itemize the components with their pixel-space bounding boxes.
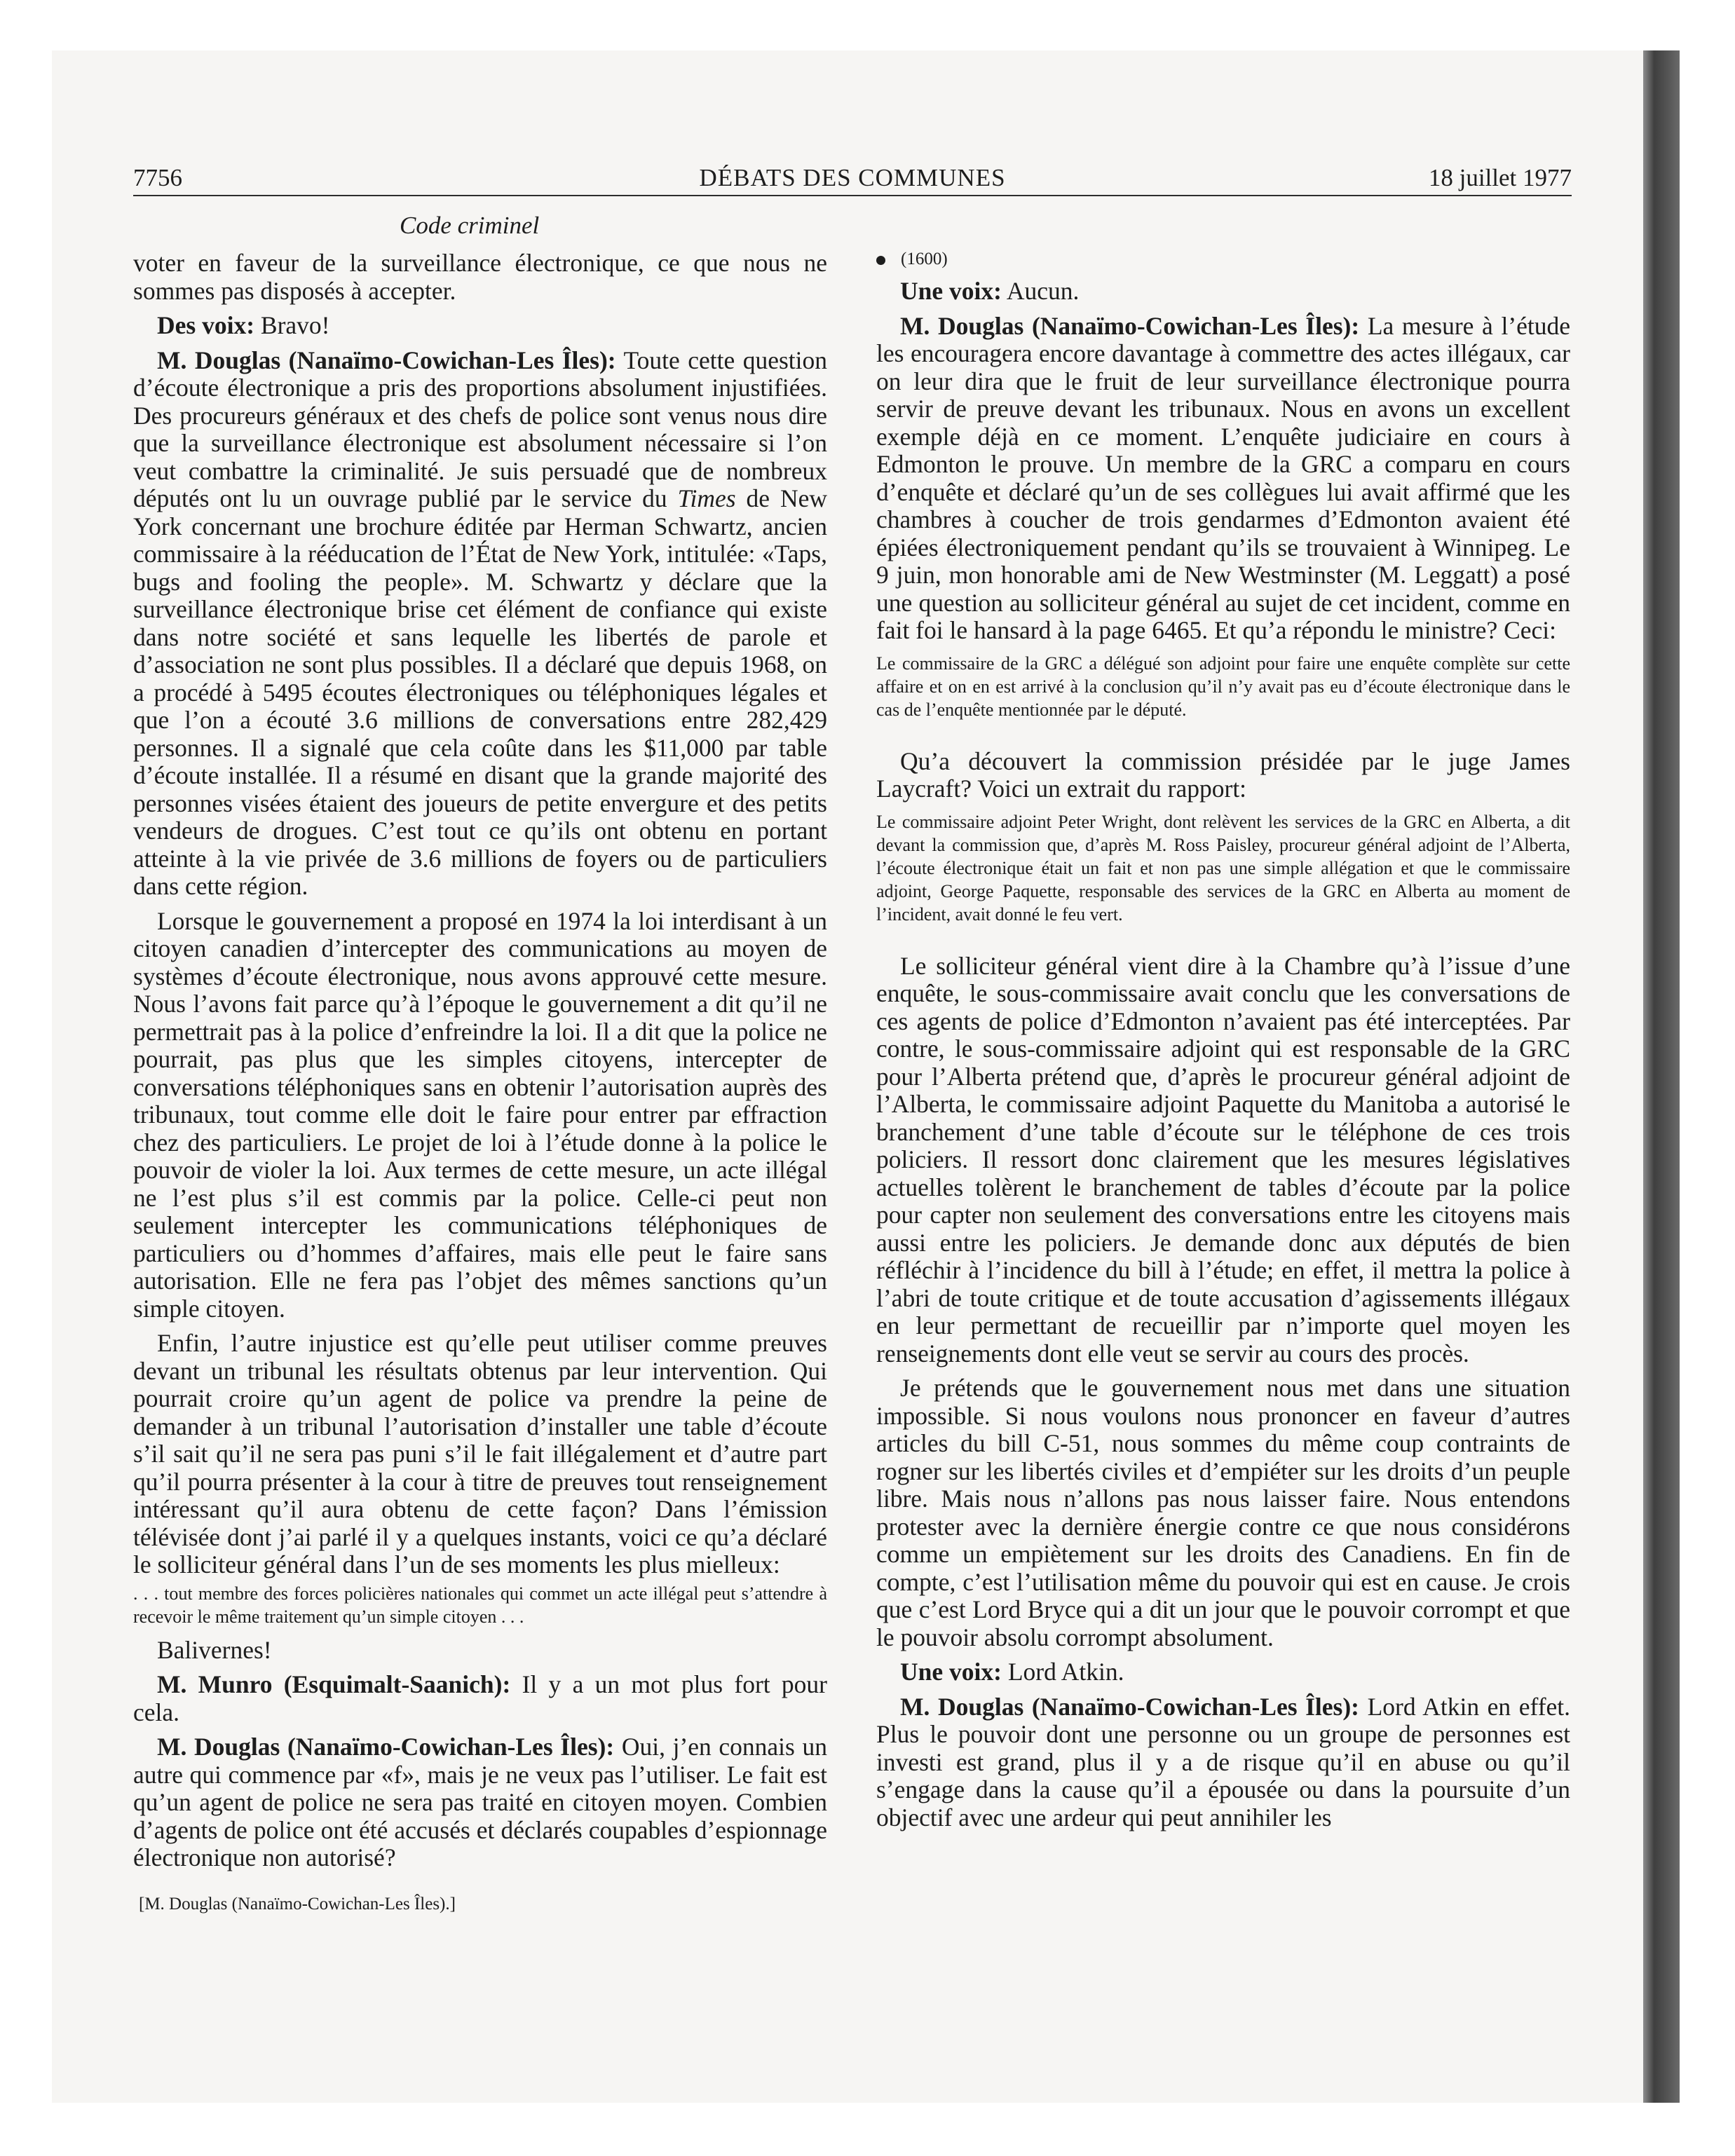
- speech: M. Douglas (Nanaïmo-Cowichan-Les Îles): La mesure à l’étude les encouragera encore davantage à commettre des actes illégaux, car on leur dira que le fruit de leur surveillance électronique pourra servir de preuve devant les tribunaux. Nous en avons un excellent exemple déjà en ce moment. L’enquête judiciaire en cours à Edmonton le prouve. Un membre de la GRC a comparu en cours d’enquête et déclaré qu’un de ses collègues lui avait affirmé que les chambres à coucher de trois gendarmes d’Edmonton avaient été épiées électroniquement pendant qu’ils se trouvaient à Winnipeg. Le 9 juin, mon honorable ami de New Westminster (M. Leggatt) a posé une question au solliciteur général au sujet de cet incident, comme en fait foi le hansard à la page 6465. Et qu’a répondu le ministre? Ceci:: [876, 311, 1570, 644]
- speech: M. Douglas (Nanaïmo-Cowichan-Les Îles): Toute cette question d’écoute électronique a pris des proportions absolument injustifiées. Des procureurs généraux et des chefs de police sont venus nous dire que la surveillance électronique est absolument nécessaire si l’on veut combattre la criminalité. Je suis persuadé que de nombreux députés ont lu un ouvrage publié par le service du Times de New York concernant une brochure éditée par Herman Schwartz, ancien commissaire à la rééducation de l’État de New York, intitulée: «Taps, bugs and fooling the people». M. Schwartz y déclare que la surveillance électronique brise cet élément de confiance qui existe dans notre société et sans lequelle les libertés de parole et d’association ne sont plus possibles. Il a déclaré que depuis 1968, on a procédé à 5495 écoutes électroniques ou téléphoniques légales et que l’on a écouté 3.6 millions de conversations entre 282,429 personnes. Il a signalé que cela coûte dans les $11,000 par table d’écoute installée. Il a résumé en disant que la grande majorité des personnes visées étaient des joueurs de petite envergure et des petits vendeurs de drogues. C’est tout ce qu’ils ont obtenu en portant atteinte à la vie privée de 3.6 millions de foyers ou de particuliers dans cette région.: [133, 346, 828, 900]
- block-quote: Le commissaire adjoint Peter Wright, dont relèvent les services de la GRC en Alberta, a dit devant la commission que, d’après M. Ross Paisley, procureur général adjoint de l’Alberta, l’écoute électronique était un fait et non pas une simple allégation et que le commissaire adjoint, George Paquette, responsable des services de la GRC en Alberta au moment de l’incident, avait donné le feu vert.: [876, 811, 1570, 925]
- bullet-icon: [876, 256, 885, 265]
- speech: Une voix: Aucun.: [900, 277, 1080, 305]
- speaker: M. Douglas (Nanaïmo-Cowichan-Les Îles):: [157, 1733, 615, 1761]
- publication-date: 18 juillet 1977: [1428, 164, 1572, 191]
- speaker: M. Munro (Esquimalt-Saanich):: [157, 1670, 511, 1698]
- page-header: [133, 163, 1572, 193]
- publication-title: DÉBATS DES COMMUNES: [699, 164, 1006, 191]
- speech: Des voix: Bravo!: [157, 311, 330, 339]
- time-stamp: (1600): [876, 247, 1570, 272]
- paragraph: Balivernes!: [157, 1635, 272, 1664]
- scan-edge-shadow: [1643, 50, 1680, 2103]
- speaker: M. Douglas (Nanaïmo-Cowichan-Les Îles):: [900, 1692, 1359, 1721]
- block-quote: . . . tout membre des forces policières nationales qui commet un acte illégal peut s’attendre à recevoir le même traitement qu’un simple citoyen . . .: [133, 1583, 827, 1627]
- paragraph: voter en faveur de la surveillance électronique, ce que nous ne sommes pas disposés à accepter.: [133, 249, 827, 305]
- speaker: M. Douglas (Nanaïmo-Cowichan-Les Îles):: [900, 311, 1360, 340]
- paragraph: Le solliciteur général vient dire à la Chambre qu’à l’issue d’une enquête, le sous-commissaire avait conclu que les conversations de ces agents de police d’Edmonton n’avaient pas été interceptées. Par contre, le sous-commissaire adjoint qui est responsable de la GRC pour l’Alberta prétend que, d’après le procureur général adjoint de l’Alberta, le commissaire adjoint Paquette du Manitoba a autorisé le branchement d’une table d’écoute sur le téléphone de ces trois policiers. Il ressort donc clairement que les mesures législatives actuelles tolèrent le branchement de tables d’écoute par la police pour capter non seulement des conversations entre les citoyens mais aussi entre les policiers. Je demande donc aux députés de bien réfléchir à l’incidence du bill à l’étude; en effet, il mettra la police à l’abri de toute critique et de toute accusation d’agissements illégaux en leur permettant de recueillir par n’importe quel moyen les renseignements dont elle veut se servir au cours des procès.: [876, 951, 1570, 1367]
- right-column: [876, 250, 1570, 1838]
- left-column: [133, 250, 827, 1917]
- paragraph: Qu’a découvert la commission présidée par le juge James Laycraft? Voici un extrait du rapport:: [876, 746, 1570, 803]
- speaker: M. Douglas (Nanaïmo-Cowichan-Les Îles):: [157, 346, 616, 374]
- speech: Une voix: Lord Atkin.: [900, 1658, 1124, 1686]
- speech: M. Douglas (Nanaïmo-Cowichan-Les Îles): Oui, j’en connais un autre qui commence par «f», mais je ne veux pas l’utiliser. Le fait est qu’un agent de police ne sera pas traité en citoyen moyen. Combien d’agents de police ont été accusés et déclarés coupables d’espionnage électronique non autorisé?: [133, 1733, 827, 1871]
- running-head: Code criminel: [400, 212, 540, 239]
- speaker-attribution: [M. Douglas (Nanaïmo-Cowichan-Les Îles).]: [139, 1894, 456, 1913]
- speaker: Une voix:: [900, 1658, 1002, 1686]
- paragraph: Je prétends que le gouvernement nous met dans une situation impossible. Si nous voulons nous prononcer en faveur d’autres articles du bill C-51, nous sommes du même coup contraints de rogner sur les libertés civiles et d’empiéter sur les droits d’un peuple libre. Mais nous n’allons pas nous laisser faire. Nous entendons protester avec la dernière énergie contre ce que nous considérons comme un empiètement sur les droits des Canadiens. En fin de compte, c’est l’utilisation même du pouvoir qui est en cause. Je crois que c’est Lord Bryce qui a dit un jour que le pouvoir corrompt et que le pouvoir absolu corrompt absolument.: [876, 1374, 1570, 1651]
- paragraph: Enfin, l’autre injustice est qu’elle peut utiliser comme preuves devant un tribunal les résultats obtenus par leur intervention. Qui pourrait croire qu’un agent de police va prendre la peine de demander à un tribunal l’autorisation d’installer une table d’écoute s’il sait qu’il ne sera pas puni s’il le fait illégalement et d’autre part qu’il pourra présenter à la cour à titre de preuves tout renseignement intéressant qu’il aura obtenu de cette façon? Dans l’émission télévisée dont j’ai parlé il y a quelques instants, voici ce qu’a déclaré le solliciteur général dans l’un de ses moments les plus mielleux:: [133, 1329, 827, 1578]
- speaker: Des voix:: [157, 311, 255, 339]
- italic-title: Times: [677, 484, 736, 512]
- header-rule: [133, 195, 1572, 196]
- speech: M. Munro (Esquimalt-Saanich): Il y a un mot plus fort pour cela.: [133, 1670, 827, 1726]
- speech: M. Douglas (Nanaïmo-Cowichan-Les Îles): Lord Atkin en effet. Plus le pouvoir dont une personne ou un groupe de personnes est investi est grand, plus il y a de risque qu’il en abuse ou qu’il s’engage dans la cause qu’il a épousée ou dans la poursuite d’un objectif avec une ardeur qui peut annihiler les: [876, 1692, 1571, 1831]
- block-quote: Le commissaire de la GRC a délégué son adjoint pour faire une enquête complète sur cette affaire et on en est arrivé à la conclusion qu’il n’y avait pas eu d’écoute électronique dans le cas de l’enquête mentionnée par le député.: [876, 653, 1570, 720]
- speaker: Une voix:: [900, 277, 1002, 305]
- paragraph: Lorsque le gouvernement a proposé en 1974 la loi interdisant à un citoyen canadien d’intercepter des communications au moyen de systèmes d’écoute électronique, nous avons approuvé cette mesure. Nous l’avons fait parce qu’à l’époque le gouvernement a dit qu’il ne permettrait pas à la police d’enfreindre la loi. Il a dit que la police ne pourrait, pas plus que les simples citoyens, intercepter de conversations téléphoniques sans en obtenir l’autorisation auprès des tribunaux, tout comme elle doit le faire pour entrer par effraction chez des particuliers. Le projet de loi à l’étude donne à la police le pouvoir de violer la loi. Aux termes de cette mesure, un acte illégal ne l’est plus s’il est commis par la police. Celle-ci peut non seulement intercepter les communications téléphoniques de particuliers ou d’hommes d’affaires, mais elle peut le faire sans autorisation. Elle ne fera pas l’objet des mêmes sanctions qu’un simple citoyen.: [133, 906, 827, 1323]
- page-number: 7756: [133, 164, 182, 191]
